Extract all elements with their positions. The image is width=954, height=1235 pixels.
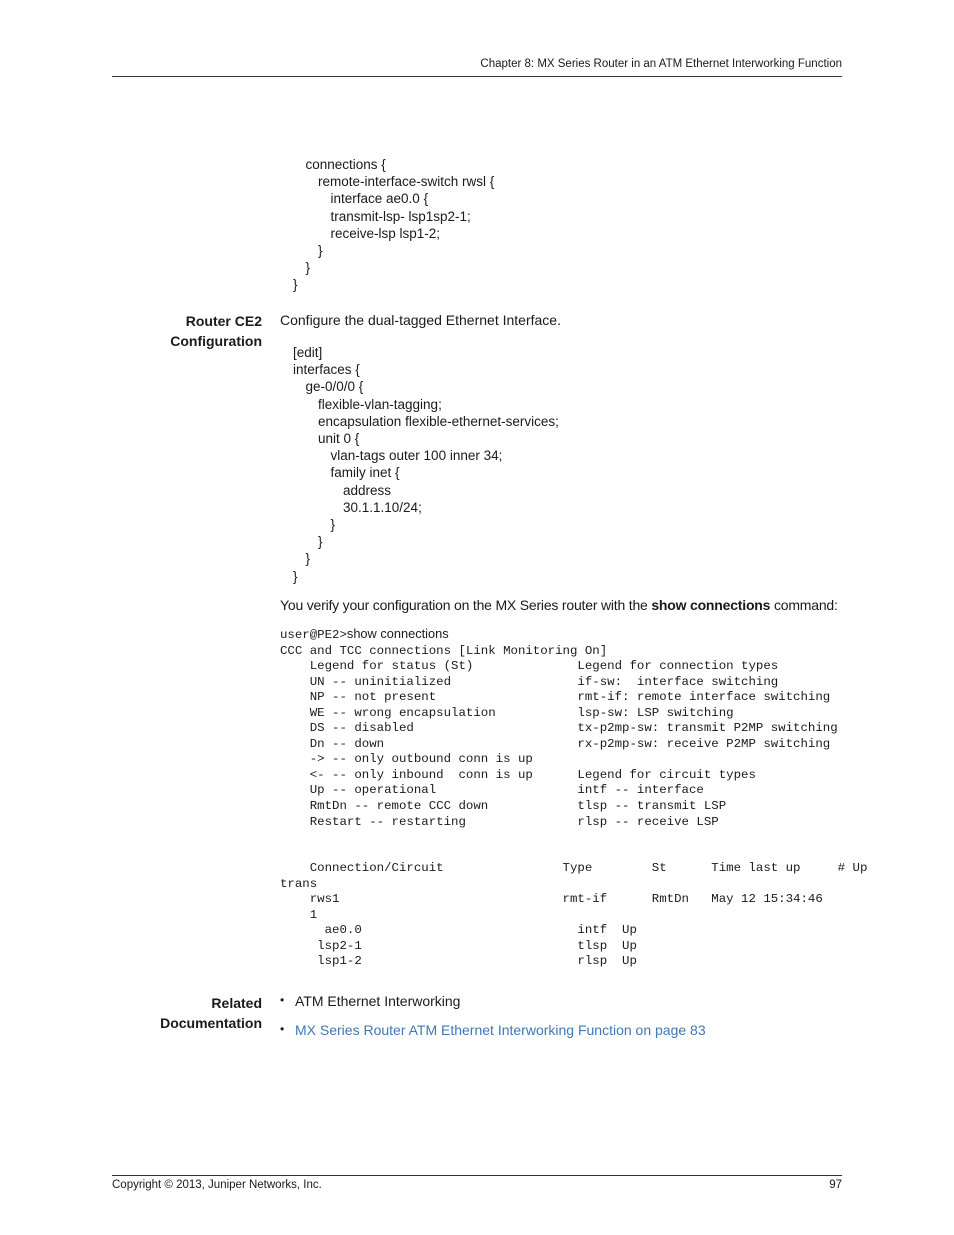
code-block-ce2-interfaces (293, 344, 559, 585)
code-line: ge-0/0/0 { (305, 379, 364, 395)
code-line: flexible-vlan-tagging; (318, 396, 442, 412)
page-number: 97 (829, 1179, 842, 1191)
code-line: unit 0 { (318, 431, 360, 447)
code-line: family inet { (330, 465, 400, 481)
page-footer (112, 1175, 842, 1191)
code-line: remote-interface-switch rwsl { (318, 174, 495, 190)
code-line: } (330, 517, 336, 533)
code-line: address (343, 482, 392, 498)
terminal-output-text: CCC and TCC connections [Link Monitoring On] Legend for status (St) Legend for connection types UN -- uninitialized if-sw: interface switching NP -- not present rmt-if: remote interface switching WE -- wrong encapsulation lsp-sw: LSP switching DS -- disabled tx-p2mp-sw: transmit P2MP switching Dn -- down rx-p2mp-sw: receive P2MP switching -> -- only outbound conn is up <- -- only inbound conn is up Legend for circuit types Up -- operational intf -- interface RmtDn -- remote CCC down tlsp -- transmit LSP Restart -- restarting rlsp -- receive LSP Connection/Circuit Type St Time last up # Up trans rws1 rmt-if RmtDn May 12 15:34:46 1 ae0.0 intf Up lsp2-1 tlsp Up lsp1-2 rlsp Up (280, 643, 868, 969)
code-line: } (305, 260, 311, 276)
related-item-atm-ethernet-interworking: • ATM Ethernet Interworking (280, 993, 706, 1022)
verify-text: You verify your configuration on the MX Series router with the show connections command: (280, 597, 838, 613)
code-line: vlan-tags outer 100 inner 34; (330, 448, 503, 464)
related-link[interactable]: MX Series Router ATM Ethernet Interworking Function on page 83 (295, 1022, 706, 1038)
verify-command: show connections (651, 597, 771, 613)
code-line: } (293, 568, 298, 584)
code-line: transmit-lsp- lsp1sp2-1; (330, 208, 471, 224)
code-line: interfaces { (293, 362, 360, 378)
terminal-command: show connections (346, 626, 449, 641)
code-line: 30.1.1.10/24; (343, 499, 422, 515)
code-line: } (318, 243, 323, 259)
code-line: } (293, 277, 298, 293)
ce2-intro-text: Configure the dual-tagged Ethernet Interface. (280, 312, 561, 328)
terminal-prompt: user@PE2> (280, 628, 347, 642)
code-line: } (305, 551, 311, 567)
code-line: encapsulation flexible-ethernet-services; (318, 413, 559, 429)
chapter-title: Chapter 8: MX Series Router in an ATM Ethernet Interworking Function (480, 58, 842, 70)
section-heading-router-ce2: Router CE2 Configuration (170, 313, 262, 349)
related-item-mx-series-link[interactable] (280, 1022, 706, 1051)
page-header (112, 56, 842, 77)
copyright-text: Copyright © 2013, Juniper Networks, Inc. (112, 1179, 322, 1191)
related-documentation-list (280, 993, 706, 1051)
code-line: } (318, 534, 323, 550)
section-heading-related-documentation: Related Documentation (160, 995, 262, 1031)
code-line: receive-lsp lsp1-2; (330, 225, 441, 241)
code-block-connections (293, 156, 494, 294)
code-line: interface ae0.0 { (330, 191, 429, 207)
code-line: [edit] (293, 345, 323, 360)
code-line: connections { (305, 157, 386, 172)
terminal-output (280, 626, 867, 970)
